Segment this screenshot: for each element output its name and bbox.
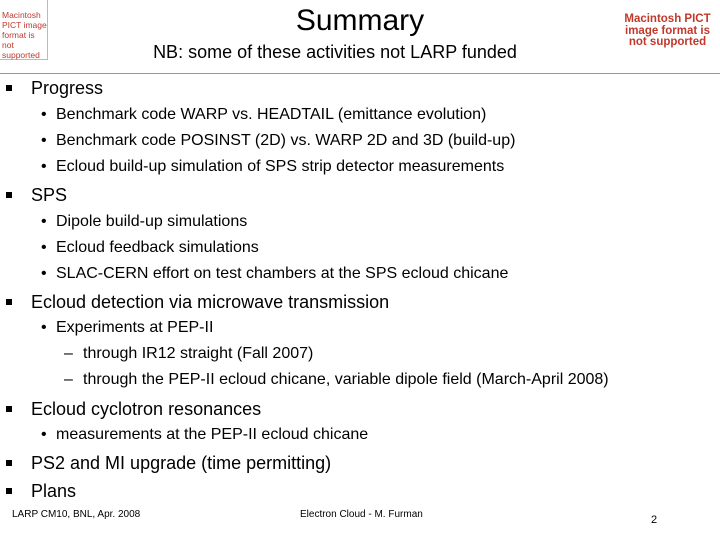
bullet-text: PS2 and MI upgrade (time permitting) <box>31 453 332 473</box>
bullet-text: SPS <box>31 185 68 205</box>
dot-bullet-icon: • <box>41 426 47 443</box>
dash-bullet-icon: – <box>64 345 73 362</box>
sub-bullet-text: Benchmark code POSINST (2D) vs. WARP 2D and 3D (build-up) <box>56 132 516 149</box>
header-divider <box>0 73 720 74</box>
sub-bullet-text: Ecloud build-up simulation of SPS strip detector measurements <box>56 158 505 175</box>
square-bullet-icon <box>6 406 12 412</box>
square-bullet-icon <box>6 299 12 305</box>
dot-bullet-icon: • <box>41 319 47 336</box>
square-bullet-icon <box>6 192 12 198</box>
footer-event: LARP CM10, BNL, Apr. 2008 <box>12 509 141 520</box>
footer-author: Electron Cloud - M. Furman <box>300 509 423 520</box>
sub-sub-bullet-text: through IR12 straight (Fall 2007) <box>83 345 314 362</box>
sub-bullet-text: Benchmark code WARP vs. HEADTAIL (emittance evolution) <box>56 106 487 123</box>
dot-bullet-icon: • <box>41 265 47 282</box>
dot-bullet-icon: • <box>41 106 47 123</box>
pict-placeholder-left: Macintosh PICT image format is not supported <box>0 0 48 60</box>
sub-bullet-text: Experiments at PEP-II <box>56 319 214 336</box>
sub-bullet-text: Ecloud feedback simulations <box>56 239 259 256</box>
square-bullet-icon <box>6 460 12 466</box>
bullet-text: Plans <box>31 481 77 501</box>
page-number: 2 <box>651 514 658 526</box>
dot-bullet-icon: • <box>41 158 47 175</box>
bullet-text: Ecloud detection via microwave transmission <box>31 292 390 312</box>
slide-title: Summary <box>295 4 425 37</box>
slide-subtitle: NB: some of these activities not LARP funded <box>153 42 517 62</box>
sub-bullet-text: Dipole build-up simulations <box>56 213 248 230</box>
dot-bullet-icon: • <box>41 132 47 149</box>
dot-bullet-icon: • <box>41 213 47 230</box>
bullet-text: Progress <box>31 78 104 98</box>
sub-sub-bullet-text: through the PEP-II ecloud chicane, variable dipole field (March-April 2008) <box>83 371 609 388</box>
square-bullet-icon <box>6 488 12 494</box>
sub-bullet-text: SLAC-CERN effort on test chambers at the SPS ecloud chicane <box>56 265 509 282</box>
sub-bullet-text: measurements at the PEP-II ecloud chicane <box>56 426 369 443</box>
bullet-text: Ecloud cyclotron resonances <box>31 399 262 419</box>
pict-placeholder-right: Macintosh PICT image format is not supported <box>624 13 711 48</box>
square-bullet-icon <box>6 85 12 91</box>
dash-bullet-icon: – <box>64 371 73 388</box>
dot-bullet-icon: • <box>41 239 47 256</box>
